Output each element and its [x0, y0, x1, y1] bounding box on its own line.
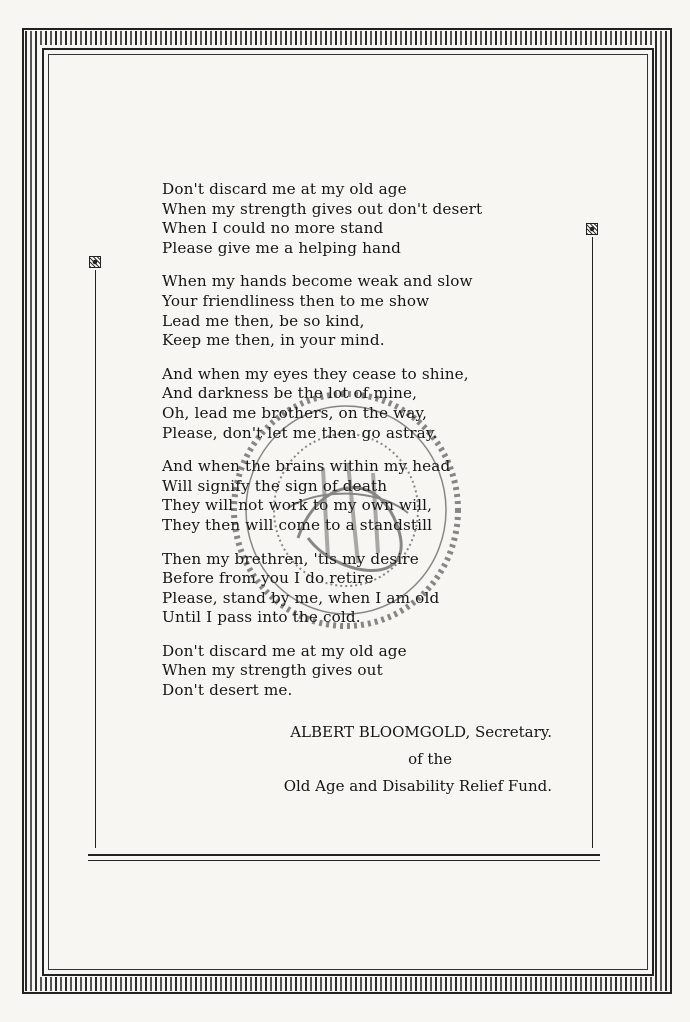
poem-line: Keep me then, in your mind. [162, 331, 385, 350]
signature-organization: Old Age and Disability Relief Fund. [283, 777, 552, 795]
poem-line: They will not work to my own will, [162, 496, 433, 515]
poem-stanza [162, 180, 482, 258]
poem-line: Please, don't let me then go astray. [162, 423, 438, 442]
poem-line: Don't discard me at my old age [162, 641, 407, 660]
poem-line: They then will come to a standstill [162, 515, 433, 534]
right-side-rule [592, 237, 593, 848]
poem-line: When my strength gives out don't desert [162, 199, 483, 218]
poem-line: And when the brains within my head [162, 457, 451, 476]
poem-line: Please, stand by me, when I am old [162, 588, 440, 607]
poem-line: Until I pass into the cold. [162, 608, 361, 627]
poem-stanza [162, 365, 482, 443]
bottom-rule-bottom [88, 860, 600, 861]
poem-body [162, 180, 482, 715]
poem-line: And darkness be the lot of mine, [162, 384, 418, 403]
poem-line: When my hands become weak and slow [162, 272, 473, 291]
poem-stanza [162, 550, 482, 628]
right-ornament-icon [586, 223, 598, 235]
poem-stanza [162, 272, 482, 350]
poem-line: Oh, lead me brothers, on the way, [162, 403, 428, 422]
poem-line: Then my brethren, 'tis my desire [162, 549, 419, 568]
left-ornament-icon [89, 256, 101, 268]
poem-stanza [162, 457, 482, 535]
poem-line: Don't discard me at my old age [162, 180, 407, 198]
poem-line: Will signify the sign of death [162, 476, 388, 495]
poem-line: Lead me then, be so kind, [162, 311, 365, 330]
poem-line: Don't desert me. [162, 681, 293, 700]
bottom-rule-top [88, 854, 600, 856]
poem-line: And when my eyes they cease to shine, [162, 364, 469, 383]
poem-stanza [162, 642, 482, 701]
signature-name: ALBERT BLOOMGOLD, Secretary. [290, 723, 552, 741]
signature-block [280, 719, 552, 800]
poem-line: When I could no more stand [162, 219, 384, 238]
poem-line: When my strength gives out [162, 661, 383, 680]
poem-line: Your friendliness then to me show [162, 291, 430, 310]
poem-line: Before from you I do retire [162, 569, 374, 588]
poem-line: Please give me a helping hand [162, 238, 402, 257]
signature-of: of the [408, 750, 452, 768]
left-side-rule [95, 270, 96, 848]
